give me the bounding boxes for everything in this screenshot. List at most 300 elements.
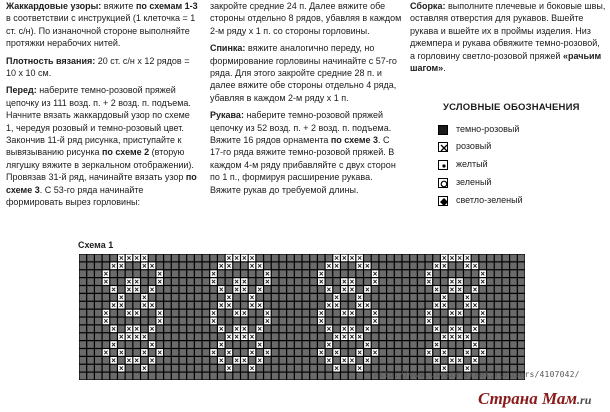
chart-cell-dark <box>118 270 124 277</box>
chart-cell-dark <box>164 262 170 269</box>
chart-cell-dark <box>395 262 401 269</box>
chart-cell-dark <box>403 255 409 262</box>
chart-cell-dark <box>318 302 324 309</box>
chart-cell-dark <box>233 341 239 348</box>
chart-cell-dark <box>418 294 424 301</box>
chart-cell-dark <box>149 318 155 325</box>
chart-cell-dark <box>272 270 278 277</box>
chart-cell-dark <box>495 357 501 364</box>
chart-cell-dark <box>126 341 132 348</box>
chart-cell-dark <box>364 365 370 372</box>
chart-cell-dark <box>403 286 409 293</box>
chart-cell-dark <box>510 333 516 340</box>
chart-cell-dark <box>341 302 347 309</box>
chart-cell-dark <box>95 318 101 325</box>
chart-cell-dark <box>133 341 139 348</box>
chart-cell-dark <box>479 357 485 364</box>
chart-cell-dark <box>256 294 262 301</box>
chart-cell-dark <box>495 333 501 340</box>
chart-cell-dark <box>472 270 478 277</box>
chart-cell-dark <box>364 255 370 262</box>
chart-cell-dark <box>95 255 101 262</box>
chart-cell-dark <box>518 278 524 285</box>
chart-cell-dark <box>133 365 139 372</box>
chart-cell-dark <box>495 318 501 325</box>
chart-cell-dark <box>87 349 93 356</box>
chart-cell-dark <box>303 318 309 325</box>
filled-square-icon <box>438 125 448 135</box>
chart-cell-dark <box>326 294 332 301</box>
chart-cell-dark <box>103 325 109 332</box>
chart-cell-dark <box>487 341 493 348</box>
chart-cell-dark <box>172 349 178 356</box>
chart-cell-dark <box>441 325 447 332</box>
chart-cell-dark <box>364 310 370 317</box>
chart-cell-dark <box>449 341 455 348</box>
chart-cell-dark <box>87 365 93 372</box>
chart-cell-dark <box>103 333 109 340</box>
chart-cell-dark <box>157 294 163 301</box>
chart-cell-dark <box>203 333 209 340</box>
chart-cell-dark <box>187 294 193 301</box>
chart-cell-dark <box>195 357 201 364</box>
chart-cell-dark <box>380 318 386 325</box>
chart-cell-dark <box>418 278 424 285</box>
chart-cell-dark <box>464 318 470 325</box>
chart-cell-dark <box>518 341 524 348</box>
chart-cell-dark <box>395 341 401 348</box>
chart-cell-dark <box>333 278 339 285</box>
chart-cell-dark <box>249 325 255 332</box>
chart-cell-dark <box>487 310 493 317</box>
chart-cell-dark <box>218 349 224 356</box>
chart-cell-dark <box>87 325 93 332</box>
chart-cell-dark <box>87 357 93 364</box>
chart-cell-dark <box>380 302 386 309</box>
chart-title: Схема 1 <box>78 240 114 250</box>
chart-cell-dark <box>303 341 309 348</box>
chart-cell-dark <box>380 262 386 269</box>
chart-cell-dark <box>426 341 432 348</box>
chart-cell-dark <box>118 286 124 293</box>
chart-cell-dark <box>157 333 163 340</box>
chart-cell-dark <box>287 357 293 364</box>
chart-cell-dark <box>341 262 347 269</box>
chart-cell-dark <box>187 255 193 262</box>
front-bold-b: по схеме 3 <box>6 172 197 195</box>
chart-cell-dark <box>180 286 186 293</box>
chart-cell-dark <box>349 302 355 309</box>
chart-cell-dark <box>403 349 409 356</box>
chart-cell-dark <box>433 318 439 325</box>
chart-cell-dark <box>80 325 86 332</box>
chart-cell-dark <box>441 341 447 348</box>
chart-cell-dark <box>249 286 255 293</box>
logo-part-c: .ru <box>577 393 592 407</box>
chart-cell-dark <box>326 333 332 340</box>
chart-cell-dark <box>426 325 432 332</box>
chart-cell-dark <box>87 310 93 317</box>
chart-cell-dark <box>249 310 255 317</box>
chart-cell-dark <box>172 302 178 309</box>
chart-cell-dark <box>110 255 116 262</box>
chart-cell-dark <box>472 310 478 317</box>
chart-cell-dark <box>318 325 324 332</box>
chart-cell-dark <box>249 278 255 285</box>
chart-cell-dark <box>310 341 316 348</box>
neckline-text: закройте средние 24 п. Далее вяжите обе стороны отдельно 8 рядов, убавляя в каждом 2-м ряду х 1 п. со стороны горловины. <box>210 1 402 36</box>
chart-cell-dark <box>456 294 462 301</box>
chart-cell-dark <box>287 318 293 325</box>
chart-cell-dark <box>510 349 516 356</box>
chart-cell-dark <box>287 349 293 356</box>
chart-cell-dark <box>341 349 347 356</box>
chart-cell-dark <box>87 278 93 285</box>
chart-cell-dark <box>418 270 424 277</box>
chart-cell-dark <box>195 325 201 332</box>
chart-cell-dark <box>187 278 193 285</box>
chart-cell-dark <box>410 318 416 325</box>
density-text: 20 ст. с/н х 12 рядов = 10 х 10 см. <box>6 55 190 79</box>
chart-cell-dark <box>195 365 201 372</box>
chart-cell-dark <box>518 262 524 269</box>
chart-cell-dark <box>418 357 424 364</box>
chart-cell-dark <box>426 255 432 262</box>
chart-cell-dark <box>264 365 270 372</box>
chart-cell-dark <box>249 373 255 380</box>
chart-cell-dark <box>380 270 386 277</box>
chart-cell-dark <box>287 302 293 309</box>
chart-cell-dark <box>441 318 447 325</box>
chart-cell-dark <box>264 302 270 309</box>
chart-cell-dark <box>264 255 270 262</box>
chart-cell-dark <box>172 333 178 340</box>
chart-cell-dark <box>280 286 286 293</box>
chart-cell-dark <box>180 310 186 317</box>
assembly-text-a: выполните плечевые и боковые швы, оставляя отверстия для рукавов. Вшейте рукава и вшейте их в проймы изделия. Низ джемпера и рукава обвяжите темно-розовой, а горловину светло-розовой пряжей <box>410 1 606 61</box>
chart-cell-dark <box>441 286 447 293</box>
chart-cell-dark <box>95 365 101 372</box>
chart-cell-dark <box>418 325 424 332</box>
chart-cell-dark <box>141 357 147 364</box>
chart-cell-dark <box>349 318 355 325</box>
chart-cell-dark <box>95 341 101 348</box>
chart-cell-dark <box>203 286 209 293</box>
chart-cell-dark <box>110 318 116 325</box>
chart-cell-dark <box>510 294 516 301</box>
chart-cell-dark <box>318 357 324 364</box>
chart-cell-dark <box>80 302 86 309</box>
chart-cell-dark <box>426 294 432 301</box>
chart-cell-dark <box>241 294 247 301</box>
chart-cell-dark <box>210 255 216 262</box>
front-text-b: (вторую лягушку вяжите в зеркальном отображении). Провязав 31-й ряд, начинайте вязать узор <box>6 147 194 183</box>
chart-cell-dark <box>456 318 462 325</box>
chart-cell-dark <box>280 341 286 348</box>
chart-cell-dark <box>364 270 370 277</box>
chart-cell-dark <box>341 294 347 301</box>
chart-cell-dark <box>195 302 201 309</box>
chart-cell-dark <box>464 278 470 285</box>
legend-label: темно-розовый <box>456 124 520 134</box>
chart-cell-dark <box>326 318 332 325</box>
chart-cell-dark <box>303 357 309 364</box>
chart-cell-dark <box>418 302 424 309</box>
chart-cell-dark <box>510 341 516 348</box>
chart-cell-dark <box>403 310 409 317</box>
chart-cell-dark <box>95 333 101 340</box>
chart-cell-dark <box>456 341 462 348</box>
chart-cell-dark <box>280 325 286 332</box>
chart-cell-dark <box>395 286 401 293</box>
chart-cell-dark <box>464 310 470 317</box>
chart-cell-dark <box>510 325 516 332</box>
chart-cell-dark <box>103 302 109 309</box>
chart-cell-dark <box>518 349 524 356</box>
chart-cell-dark <box>118 310 124 317</box>
chart-cell-dark <box>95 373 101 380</box>
chart-cell-dark <box>241 373 247 380</box>
chart-cell-dark <box>187 262 193 269</box>
chart-cell-dark <box>303 270 309 277</box>
chart-cell-dark <box>395 294 401 301</box>
chart-cell-dark <box>272 262 278 269</box>
sleeves-text-b: . С 17-го ряда вяжите темно-розовой пряжей. В каждом 4-м ряду прибавляйте с двух сторон по 1 п., формируя расширение рукава. Вяжите рукав до требуемой длины. <box>210 135 396 195</box>
chart-cell-dark <box>203 349 209 356</box>
chart-cell-dark <box>387 302 393 309</box>
chart-cell-dark <box>226 318 232 325</box>
chart-cell-dark <box>126 365 132 372</box>
chart-cell-dark <box>372 357 378 364</box>
chart-cell-dark <box>295 294 301 301</box>
chart-cell-dark <box>310 318 316 325</box>
chart-cell-dark <box>157 255 163 262</box>
chart-cell-dark <box>495 310 501 317</box>
legend-title: УСЛОВНЫЕ ОБОЗНАЧЕНИЯ <box>443 102 580 113</box>
chart-cell-dark <box>510 318 516 325</box>
front-bold-a: по схеме 2 <box>101 147 150 158</box>
chart-cell-dark <box>241 341 247 348</box>
chart-cell-dark <box>510 270 516 277</box>
chart-cell-dark <box>356 310 362 317</box>
chart-cell-dark <box>456 349 462 356</box>
chart-cell-dark <box>295 310 301 317</box>
chart-cell-dark <box>518 255 524 262</box>
chart-cell-dark <box>172 373 178 380</box>
chart-cell-dark <box>80 262 86 269</box>
chart-cell-dark <box>287 286 293 293</box>
chart-cell-dark <box>203 341 209 348</box>
chart-cell-dark <box>203 278 209 285</box>
chart-cell-dark <box>210 365 216 372</box>
chart-cell-dark <box>333 286 339 293</box>
chart-cell-dark <box>295 278 301 285</box>
chart-cell-dark <box>495 270 501 277</box>
chart-cell-dark <box>195 294 201 301</box>
chart-cell-dark <box>95 302 101 309</box>
chart-cell-dark <box>310 365 316 372</box>
chart-cell-dark <box>518 294 524 301</box>
chart-cell-dark <box>164 255 170 262</box>
chart-cell-dark <box>418 318 424 325</box>
chart-cell-dark <box>503 310 509 317</box>
chart-cell-dark <box>364 333 370 340</box>
chart-cell-dark <box>80 365 86 372</box>
chart-cell-dark <box>180 255 186 262</box>
chart-cell-dark <box>310 278 316 285</box>
jacquard-bold-a: по схемам 1-3 <box>135 1 198 11</box>
chart-cell-dark <box>310 255 316 262</box>
legend-item-dark-pink <box>438 124 519 135</box>
chart-cell-dark <box>387 294 393 301</box>
chart-cell-dark <box>272 255 278 262</box>
chart-cell-dark <box>110 373 116 380</box>
chart-cell-dark <box>495 325 501 332</box>
chart-cell-dark <box>241 270 247 277</box>
chart-cell-dark <box>418 341 424 348</box>
chart-cell-dark <box>80 286 86 293</box>
chart-cell-dark <box>503 357 509 364</box>
chart-cell-dark <box>203 262 209 269</box>
chart-cell-dark <box>203 302 209 309</box>
chart-cell-dark <box>272 349 278 356</box>
chart-cell-dark <box>495 262 501 269</box>
chart-cell-dark <box>487 286 493 293</box>
chart-cell-dark <box>103 286 109 293</box>
chart-cell-dark <box>380 278 386 285</box>
chart-cell-dark <box>203 294 209 301</box>
chart-cell-dark <box>149 349 155 356</box>
chart-cell-dark <box>141 325 147 332</box>
chart-cell-dark <box>241 349 247 356</box>
chart-cell-dark <box>341 270 347 277</box>
chart-cell-dark <box>164 333 170 340</box>
chart-cell-dark <box>318 262 324 269</box>
chart-cell-dark <box>410 278 416 285</box>
chart-cell-dark <box>272 302 278 309</box>
chart-cell-dark <box>103 262 109 269</box>
chart-cell-dark <box>180 333 186 340</box>
chart-cell-dark <box>479 341 485 348</box>
chart-cell-dark <box>349 373 355 380</box>
chart-cell-dark <box>395 318 401 325</box>
chart-cell-dark <box>218 278 224 285</box>
chart-cell-dark <box>272 278 278 285</box>
chart-cell-dark <box>387 262 393 269</box>
chart-cell-dark <box>287 255 293 262</box>
chart-cell-dark <box>187 373 193 380</box>
chart-cell-dark <box>80 341 86 348</box>
chart-cell-dark <box>233 294 239 301</box>
chart-cell-dark <box>287 278 293 285</box>
chart-cell-dark <box>295 270 301 277</box>
chart-cell-dark <box>395 349 401 356</box>
chart-cell-dark <box>149 310 155 317</box>
chart-cell-dark <box>518 357 524 364</box>
chart-cell-dark <box>441 278 447 285</box>
chart-cell-dark <box>103 294 109 301</box>
front-text-c: . С 53-го ряда начинайте формировать вырез горловины: <box>6 184 144 208</box>
chart-cell-dark <box>95 325 101 332</box>
chart-cell-dark <box>210 373 216 380</box>
chart-cell-dark <box>172 318 178 325</box>
chart-cell-dark <box>380 341 386 348</box>
chart-cell-dark <box>103 357 109 364</box>
legend-item-green <box>438 177 491 188</box>
chart-cell-dark <box>87 302 93 309</box>
chart-cell-dark <box>195 255 201 262</box>
chart-cell-dark <box>295 373 301 380</box>
chart-cell-dark <box>141 278 147 285</box>
chart-cell-dark <box>157 341 163 348</box>
chart-cell-dark <box>272 365 278 372</box>
chart-cell-dark <box>95 294 101 301</box>
paragraph-back <box>210 42 404 104</box>
chart-cell-dark <box>180 318 186 325</box>
chart-cell-dark <box>141 318 147 325</box>
chart-cell-dark <box>280 318 286 325</box>
chart-cell-dark <box>418 333 424 340</box>
chart-cell-dark <box>349 270 355 277</box>
chart-cell-dark <box>95 278 101 285</box>
chart-cell-dark <box>164 325 170 332</box>
chart-cell-dark <box>433 349 439 356</box>
chart-cell-dark <box>387 357 393 364</box>
chart-cell-dark <box>487 357 493 364</box>
chart-cell-dark <box>87 341 93 348</box>
chart-cell-dark <box>187 286 193 293</box>
chart-cell-dark <box>233 318 239 325</box>
chart-cell-dark <box>233 365 239 372</box>
legend-label: зеленый <box>456 177 492 187</box>
chart-cell-dark <box>272 310 278 317</box>
chart-cell-dark <box>395 333 401 340</box>
chart-cell-dark <box>118 341 124 348</box>
chart-cell-dark <box>372 255 378 262</box>
chart-cell-dark <box>503 302 509 309</box>
chart-cell-dark <box>141 341 147 348</box>
chart-cell-dark <box>349 365 355 372</box>
chart-cell-dark <box>264 325 270 332</box>
chart-cell-dark <box>349 294 355 301</box>
chart-cell-dark <box>472 294 478 301</box>
chart-cell-dark <box>503 262 509 269</box>
chart-cell-dark <box>249 341 255 348</box>
chart-cell-dark <box>449 302 455 309</box>
chart-cell-dark <box>110 294 116 301</box>
chart-cell-dark <box>187 270 193 277</box>
paragraph-neckline <box>210 0 404 37</box>
chart-cell-dark <box>287 310 293 317</box>
chart-cell-dark <box>410 270 416 277</box>
chart-cell-dark <box>433 333 439 340</box>
chart-cell-dark <box>372 341 378 348</box>
chart-cell-dark <box>503 325 509 332</box>
chart-cell-dark <box>272 373 278 380</box>
chart-cell-dark <box>118 357 124 364</box>
chart-cell-dark <box>272 325 278 332</box>
chart-cell-dark <box>295 357 301 364</box>
chart-cell-dark <box>403 318 409 325</box>
chart-cell-dark <box>126 302 132 309</box>
assembly-text-b: . <box>443 63 446 74</box>
chart-cell-dark <box>218 318 224 325</box>
chart-cell-dark <box>187 349 193 356</box>
chart-cell-dark <box>272 294 278 301</box>
chart-cell-dark <box>372 294 378 301</box>
chart-cell-dark <box>126 318 132 325</box>
chart-cell-dark <box>503 255 509 262</box>
